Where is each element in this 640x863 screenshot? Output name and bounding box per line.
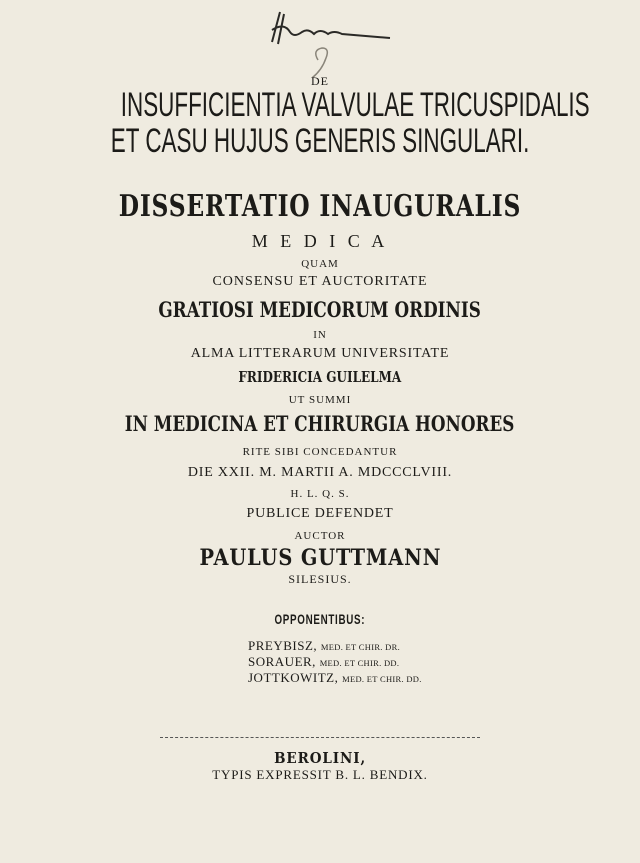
opponentibus-heading: OPPONENTIBUS: (274, 611, 366, 627)
title-line-1: INSUFFICIENTIA VALVULAE TRICUSPIDALIS (120, 86, 590, 124)
ut-summi: UT SUMMI (288, 394, 352, 406)
header-de: DE (311, 74, 329, 88)
fridericia-heading: FRIDERICIA GUILELMA (238, 368, 402, 386)
silesius-line: SILESIUS. (288, 572, 352, 586)
opponent-row (248, 654, 399, 670)
opponent-row (248, 670, 422, 686)
opponent-name: SORAUER, (248, 654, 316, 669)
in-word: IN (313, 329, 327, 341)
ordinis-heading: GRATIOSI MEDICORUM ORDINIS (158, 297, 482, 322)
rite-line: RITE SIBI CONCEDANTUR (242, 446, 398, 458)
quam: QUAM (301, 258, 339, 270)
opponent-row (248, 638, 400, 654)
date-line: DIE XXII. M. MARTII A. MDCCCLVIII. (187, 465, 453, 480)
opponent-degree: MED. ET CHIR. DD. (319, 658, 400, 668)
medica: M E D I C A (251, 231, 389, 251)
printer-line: TYPIS EXPRESSIT B. L. BENDIX. (212, 767, 428, 782)
opponent-name: PREYBISZ, (248, 638, 318, 653)
opponent-degree: MED. ET CHIR. DR. (320, 642, 400, 652)
title-line-2: ET CASU HUJUS GENERIS SINGULARI. (110, 122, 530, 160)
author-name: PAULUS GUTTMANN (199, 545, 441, 571)
handwritten-signature (250, 8, 400, 83)
alma-line: ALMA LITTERARUM UNIVERSITATE (190, 346, 450, 361)
decorative-divider (160, 737, 480, 742)
opponent-name: JOTTKOWITZ, (248, 670, 339, 685)
honores-heading: IN MEDICINA ET CHIRURGIA HONORES (125, 411, 515, 436)
auctor-line: AUCTOR (294, 530, 346, 542)
opponent-degree: MED. ET CHIR. DD. (342, 674, 422, 684)
hlqs-line: H. L. Q. S. (290, 488, 350, 500)
dissertatio-heading: DISSERTATIO INAUGURALIS (118, 189, 522, 224)
place-heading: BEROLINI, (274, 749, 366, 767)
consensu-line: CONSENSU ET AUCTORITATE (212, 274, 428, 289)
publice-line: PUBLICE DEFENDET (246, 506, 394, 521)
